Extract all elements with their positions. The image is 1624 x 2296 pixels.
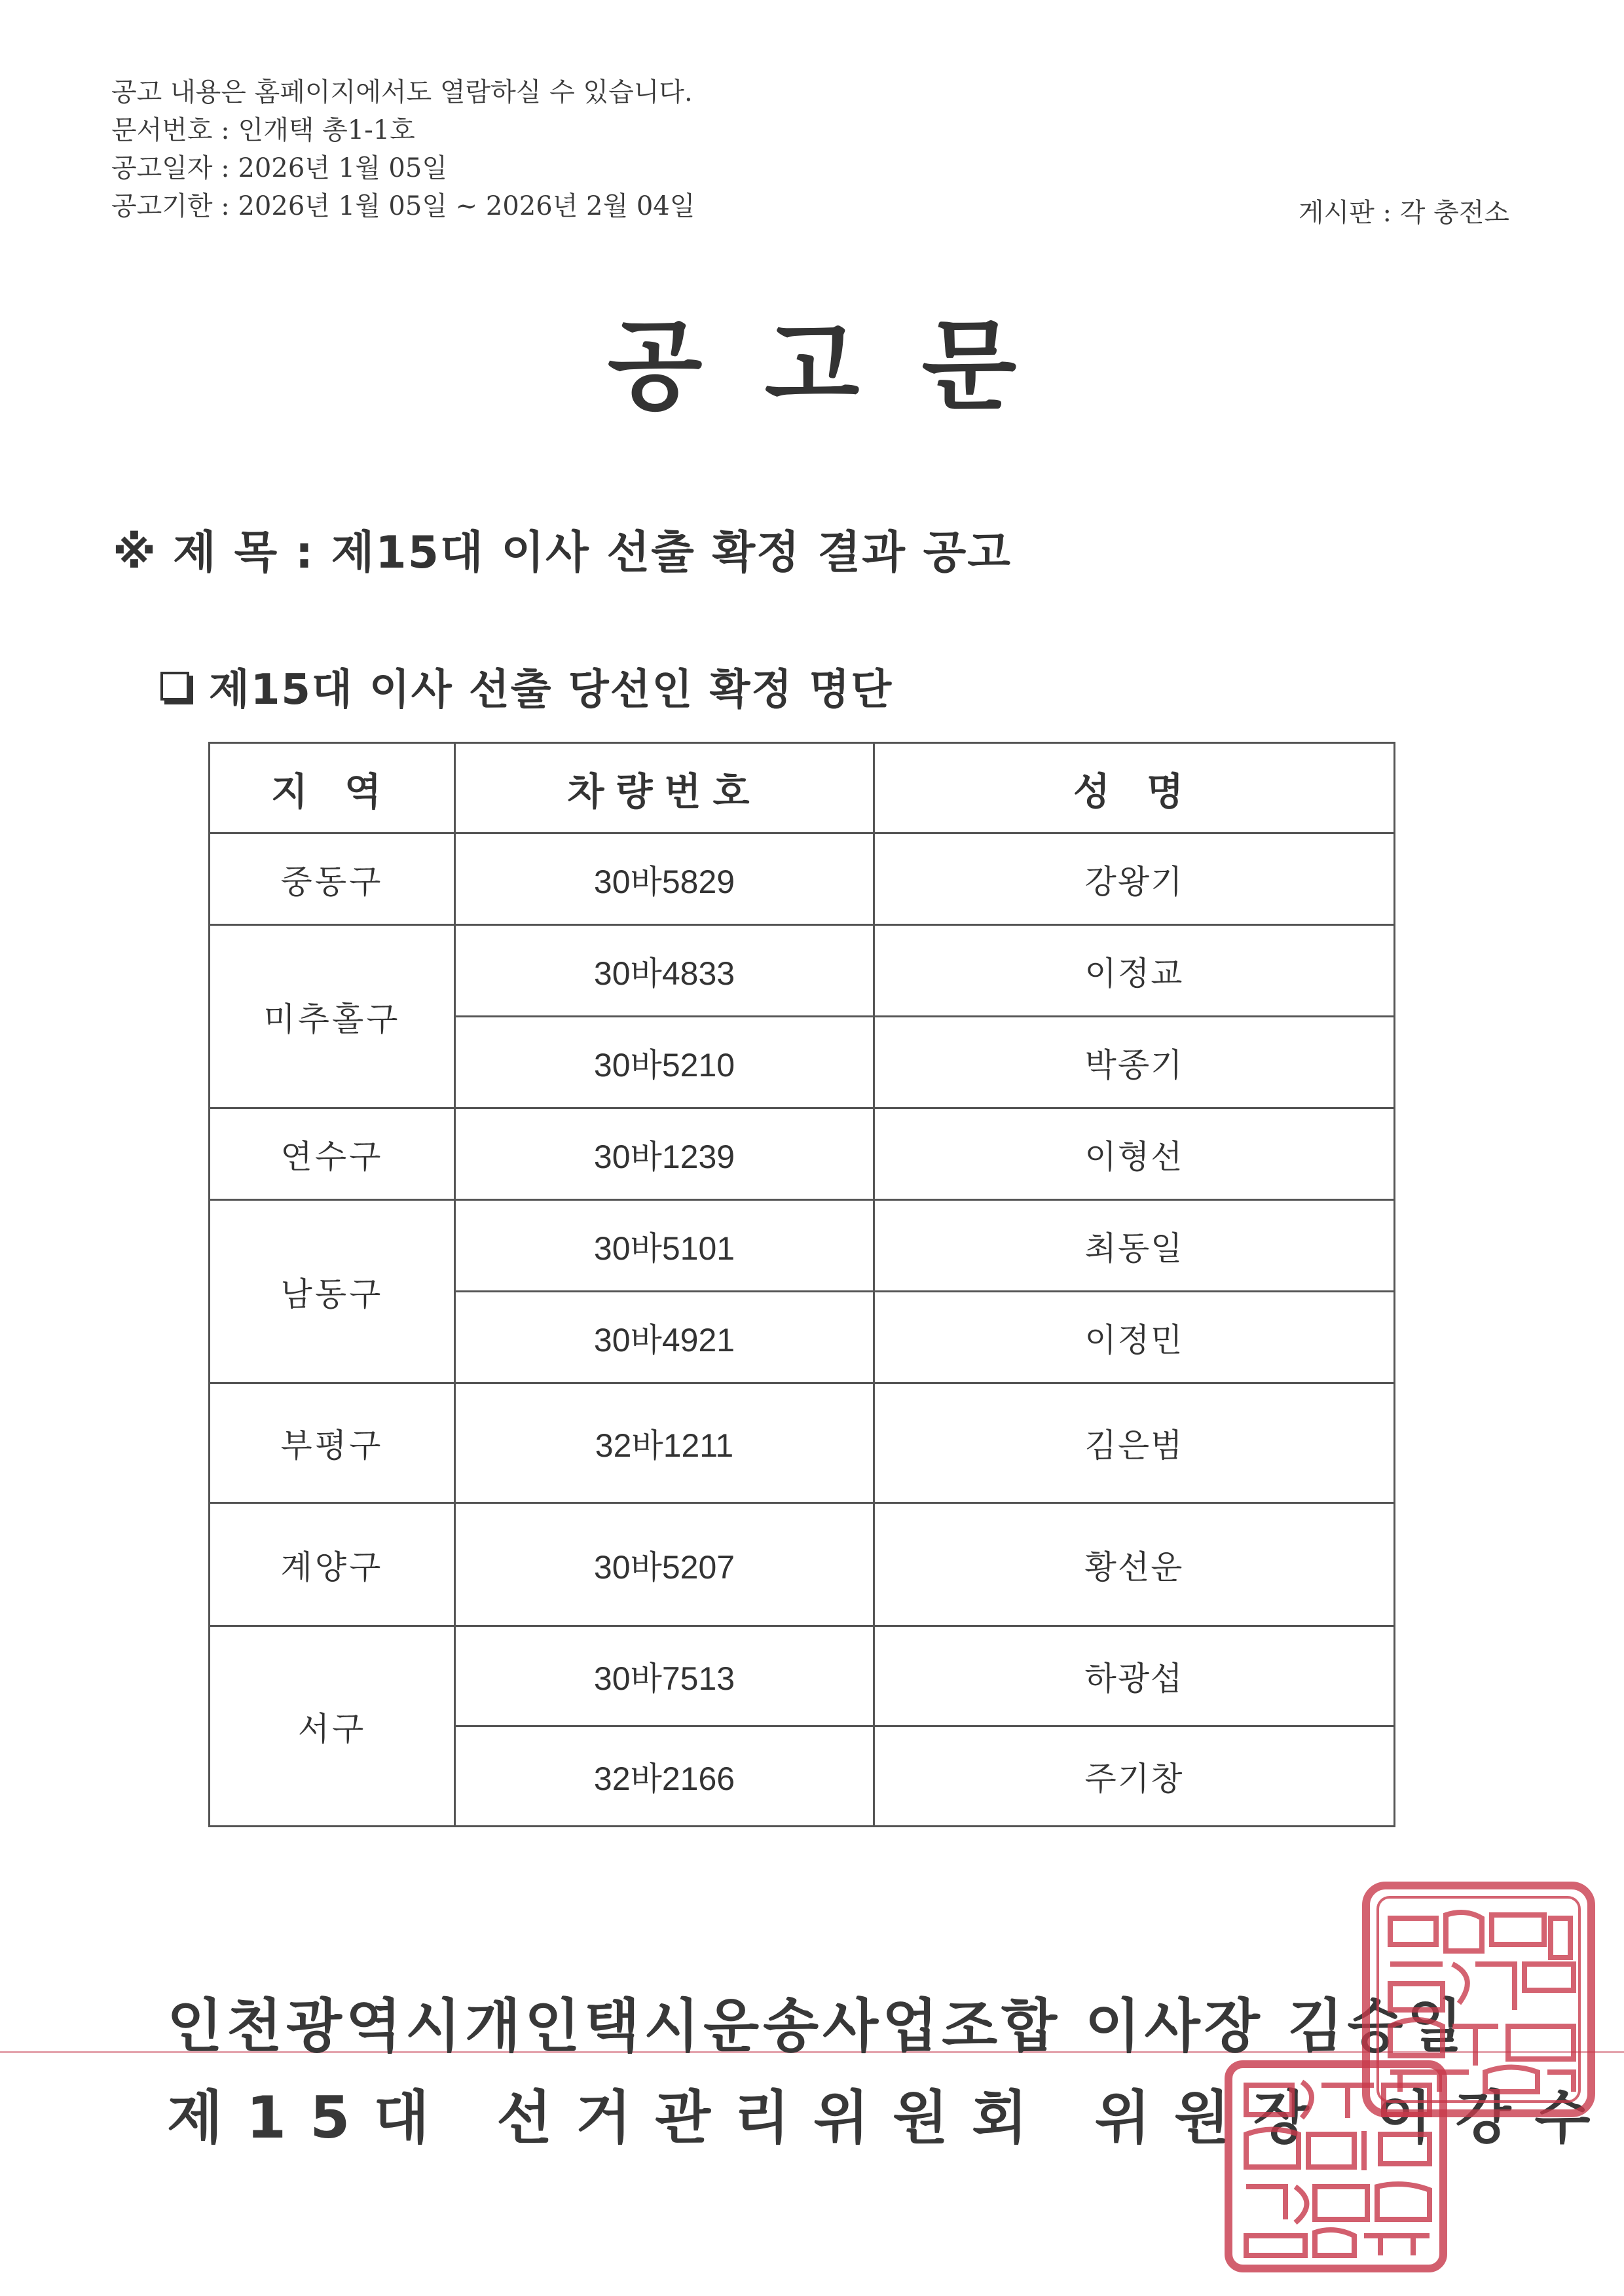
plate-cell: 30바5207	[455, 1503, 874, 1626]
region-cell: 서구	[210, 1626, 455, 1827]
plate-cell: 30바5829	[455, 833, 874, 925]
name-cell: 강왕기	[874, 833, 1395, 925]
region-cell: 미추홀구	[210, 925, 455, 1108]
plate-cell: 30바5101	[455, 1200, 874, 1292]
name-cell: 주기창	[874, 1726, 1395, 1827]
plate-cell: 30바4921	[455, 1292, 874, 1383]
table-row	[210, 833, 1395, 925]
name-cell: 황선운	[874, 1503, 1395, 1626]
notice-period: 공고기한 : 2026년 1월 05일 ~ 2026년 2월 04일	[111, 191, 695, 221]
region-cell: 연수구	[210, 1108, 455, 1200]
document-number: 문서번호 : 인개택 총1-1호	[111, 115, 415, 145]
page-title: 공고문	[607, 310, 1079, 424]
name-cell: 이정교	[874, 925, 1395, 1017]
header-line: 공고 내용은 홈페이지에서도 열람하실 수 있습니다.	[111, 77, 693, 107]
table-row	[210, 1383, 1395, 1503]
name-cell: 이정민	[874, 1292, 1395, 1383]
checkbox-icon	[160, 672, 189, 701]
name-cell: 이형선	[874, 1108, 1395, 1200]
reference-mark-icon: ※	[113, 527, 158, 579]
column-header-plate: 차량번호	[455, 743, 874, 833]
region-cell: 계양구	[210, 1503, 455, 1626]
name-cell: 박종기	[874, 1017, 1395, 1108]
section-heading-text: 제15대 이사 선출 당선인 확정 명단	[209, 666, 893, 714]
subject-line	[113, 517, 1012, 581]
plate-cell: 30바7513	[455, 1626, 874, 1726]
table-row	[210, 1503, 1395, 1626]
plate-cell: 30바1239	[455, 1108, 874, 1200]
winners-table	[208, 742, 1395, 1827]
region-cell: 부평구	[210, 1383, 455, 1503]
column-header-region: 지 역	[210, 743, 455, 833]
chairman-signature-line: 인천광역시개인택시운송사업조합 이사장 김승일	[167, 1992, 1467, 2060]
bulletin-board: 게시판 : 각 충전소	[1298, 198, 1509, 228]
name-cell: 김은범	[874, 1383, 1395, 1503]
plate-cell: 30바5210	[455, 1017, 874, 1108]
official-seal-icon	[1223, 2059, 1449, 2275]
table-row	[210, 1108, 1395, 1200]
committee-signature-line: 제15대 선거관리위원회 위원장 이강수	[167, 2084, 1614, 2151]
plate-cell: 32바1211	[455, 1383, 874, 1503]
table-row	[210, 925, 1395, 1017]
plate-cell: 32바2166	[455, 1726, 874, 1827]
section-heading	[160, 656, 893, 716]
name-cell: 최동일	[874, 1200, 1395, 1292]
table-row	[210, 1626, 1395, 1726]
table-row	[210, 1200, 1395, 1292]
plate-cell: 30바4833	[455, 925, 874, 1017]
region-cell: 남동구	[210, 1200, 455, 1383]
notice-header	[111, 73, 695, 225]
name-cell: 하광섭	[874, 1626, 1395, 1726]
notice-date: 공고일자 : 2026년 1월 05일	[111, 153, 447, 183]
subject-text: 제 목 : 제15대 이사 선출 확정 결과 공고	[173, 527, 1012, 579]
table-header-row	[210, 743, 1395, 833]
region-cell: 중동구	[210, 833, 455, 925]
column-header-name: 성 명	[874, 743, 1395, 833]
